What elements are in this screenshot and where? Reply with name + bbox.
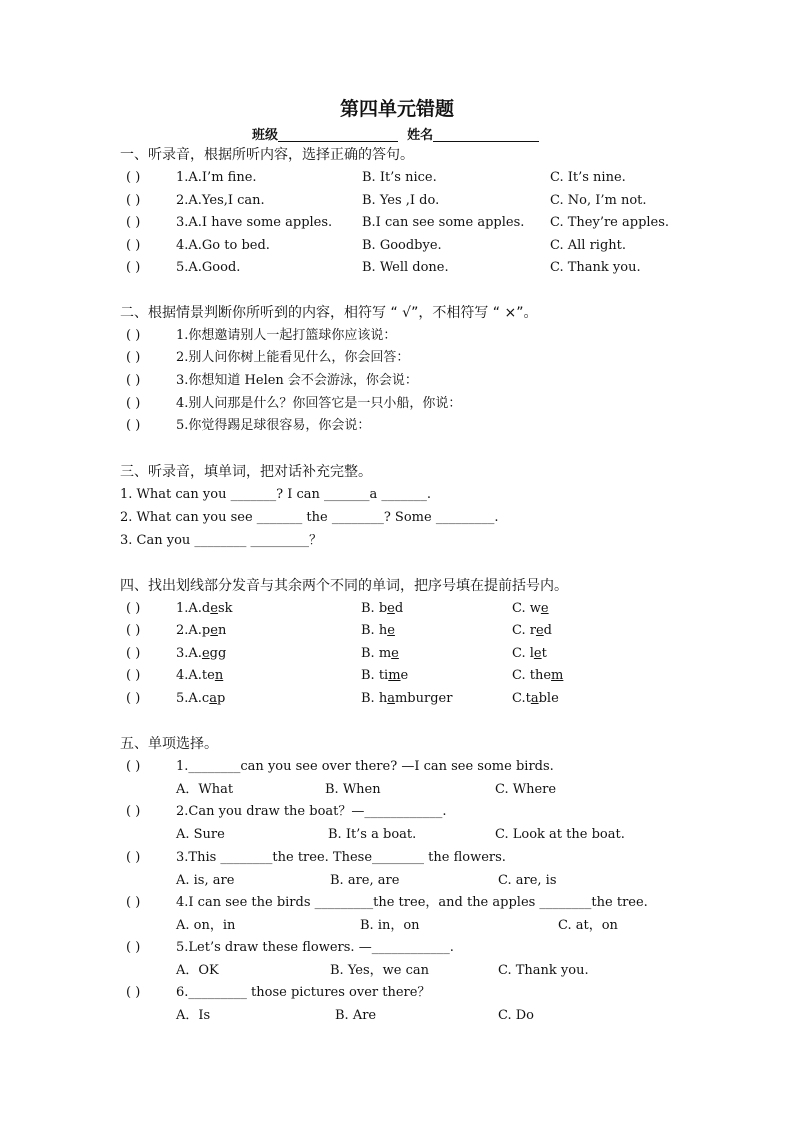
name-blank[interactable]	[433, 127, 539, 142]
option-c: C. Thank you.	[498, 963, 589, 978]
option-c	[512, 689, 559, 709]
option-b	[361, 621, 395, 641]
option-c: C. Thank you.	[550, 260, 641, 275]
underlined-letter: m	[388, 668, 401, 683]
word-part: 3.A.	[176, 646, 202, 661]
name-bar	[252, 124, 539, 143]
underlined-letter: e	[540, 601, 549, 616]
word-part: 4.A.te	[176, 668, 215, 683]
answer-bracket[interactable]: ( )	[126, 691, 141, 706]
question-text: 2.别人问你树上能看见什么，你会回答：	[176, 350, 410, 365]
option-c: C. It’s nine.	[550, 170, 626, 185]
question-text: 3.你想知道 Helen 会不会游泳，你会说：	[176, 373, 418, 388]
question-text: 2. What can you see _______ the ________? Some _________.	[120, 510, 499, 525]
word-part: sk	[217, 601, 233, 616]
option-c: C. They’re apples.	[550, 215, 670, 230]
answer-bracket[interactable]: ( )	[126, 623, 141, 638]
word-part: ble	[538, 691, 559, 706]
option-c	[512, 599, 549, 619]
answer-bracket[interactable]: ( )	[126, 193, 141, 208]
word-part: C.t	[512, 691, 531, 706]
answer-bracket[interactable]: ( )	[126, 215, 141, 230]
option-b	[361, 689, 452, 709]
section-heading: 一、听录音，根据所听内容，选择正确的答句。	[120, 147, 414, 163]
question-text: 6._________ those pictures over there？	[176, 985, 431, 1000]
answer-bracket[interactable]: ( )	[126, 418, 141, 433]
option-c	[512, 621, 552, 641]
option-c: C. at，on	[558, 918, 618, 933]
question-text: 1. What can you _______? I can _______a _______.	[120, 487, 432, 502]
section-heading: 四、找出划线部分发音与其余两个不同的单词，把序号填在提前括号内。	[120, 578, 568, 594]
option-c: C. Look at the boat.	[495, 827, 625, 842]
word-part: p	[216, 691, 226, 706]
option-b: B. When	[325, 782, 381, 797]
option-a	[176, 599, 233, 619]
underlined-letter: e	[210, 623, 218, 638]
word-part: t	[541, 646, 547, 661]
option-b: B. are, are	[330, 873, 400, 888]
class-blank[interactable]	[278, 127, 398, 142]
word-part: 2.A.p	[176, 623, 211, 638]
underlined-letter: e	[387, 623, 395, 638]
question-text: 5.Let’s draw these flowers. —____________.	[176, 940, 454, 955]
answer-bracket[interactable]: ( )	[126, 260, 141, 275]
word-part: B. ti	[361, 668, 389, 683]
answer-bracket[interactable]: ( )	[126, 350, 141, 365]
option-a: A. on，in	[176, 918, 236, 933]
option-c: C. Where	[495, 782, 557, 797]
underlined-letter: e	[533, 646, 542, 661]
question-text: 1.你想邀请别人一起打篮球你应该说：	[176, 328, 397, 343]
option-b	[361, 666, 408, 686]
option-b: B. It’s a boat.	[328, 827, 417, 842]
answer-bracket[interactable]: ( )	[126, 328, 141, 343]
option-c	[512, 644, 547, 664]
option-a: A．Is	[176, 1008, 211, 1023]
option-a: 1.A.I’m fine.	[176, 170, 257, 185]
option-c: C. No, I’m not.	[550, 193, 647, 208]
underlined-letter: e	[391, 646, 399, 661]
question-text: 4.别人问那是什么？你回答它是一只小船，你说：	[176, 396, 462, 411]
underlined-letter: e	[387, 601, 395, 616]
option-b: B. Yes ,I do.	[362, 193, 440, 208]
word-part: 5.A.c	[176, 691, 210, 706]
option-b: B. Well done.	[362, 260, 449, 275]
option-a	[176, 666, 223, 686]
question-text: 3.This ________the tree. These________ the flowers.	[176, 850, 506, 865]
answer-bracket[interactable]: ( )	[126, 238, 141, 253]
option-b: B. Yes，we can	[330, 963, 429, 978]
option-b: B. in，on	[360, 918, 420, 933]
underlined-letter: a	[209, 691, 217, 706]
option-a	[176, 644, 226, 664]
word-part: d	[543, 623, 552, 638]
question-text: 3. Can you ________ _________？	[120, 533, 323, 548]
option-a: 5.A.Good.	[176, 260, 241, 275]
option-a	[176, 689, 225, 709]
underlined-letter: a	[530, 691, 539, 706]
option-a	[176, 621, 226, 641]
question-text: 5.你觉得踢足球很容易，你会说：	[176, 418, 371, 433]
option-b: B. Are	[335, 1008, 377, 1023]
answer-bracket[interactable]: ( )	[126, 601, 141, 616]
underlined-letter: e	[201, 646, 210, 661]
option-c: C. Do	[498, 1008, 534, 1023]
option-a: A．What	[176, 782, 234, 797]
answer-bracket[interactable]: ( )	[126, 940, 141, 955]
word-part: B. b	[361, 601, 388, 616]
option-b: B. Goodbye.	[362, 238, 442, 253]
section-heading: 五、单项选择。	[120, 736, 218, 752]
underlined-letter: a	[387, 691, 395, 706]
answer-bracket[interactable]: ( )	[126, 373, 141, 388]
option-b: B.I can see some apples.	[362, 215, 525, 230]
word-part: B. h	[361, 623, 388, 638]
word-part: C. the	[512, 668, 552, 683]
word-part: C. r	[512, 623, 536, 638]
answer-bracket[interactable]: ( )	[126, 396, 141, 411]
section-heading: 二、根据情景判断你所听到的内容，相符写 “ √”，不相符写 “ ×”。	[120, 305, 538, 321]
question-text: 2.Can you draw the boat？—____________.	[176, 804, 447, 819]
question-text: 4.I can see the birds _________the tree，and the apples ________the tree.	[176, 895, 648, 910]
underlined-letter: e	[210, 601, 218, 616]
word-part: B. h	[361, 691, 388, 706]
word-part: e	[400, 668, 409, 683]
underlined-letter: m	[551, 668, 564, 683]
answer-bracket[interactable]: ( )	[126, 170, 141, 185]
word-part: d	[394, 601, 404, 616]
option-a: 3.A.I have some apples.	[176, 215, 333, 230]
option-c	[512, 666, 563, 686]
answer-bracket[interactable]: ( )	[126, 668, 141, 683]
option-c: C. are, is	[498, 873, 557, 888]
name-label: 姓名	[407, 128, 434, 143]
option-c: C. All right.	[550, 238, 627, 253]
option-a: 2.A.Yes,I can.	[176, 193, 265, 208]
word-part: B. m	[361, 646, 392, 661]
answer-bracket[interactable]: ( )	[126, 895, 141, 910]
option-b	[361, 599, 403, 619]
word-part: n	[217, 623, 227, 638]
option-b: B. It’s nice.	[362, 170, 437, 185]
answer-bracket[interactable]: ( )	[126, 985, 141, 1000]
page-title: 第四单元错题	[339, 98, 454, 120]
word-part: C. l	[512, 646, 534, 661]
word-part: mburger	[394, 691, 453, 706]
option-a: A. Sure	[176, 827, 225, 842]
word-part: gg	[209, 646, 227, 661]
option-a: A．OK	[176, 963, 219, 978]
underlined-letter: e	[535, 623, 544, 638]
class-label: 班级	[252, 128, 279, 143]
answer-bracket[interactable]: ( )	[126, 804, 141, 819]
word-part: 1.A.d	[176, 601, 211, 616]
option-a: 4.A.Go to bed.	[176, 238, 270, 253]
word-part: C. w	[512, 601, 541, 616]
option-b	[361, 644, 399, 664]
option-a: A. is, are	[176, 873, 235, 888]
answer-bracket[interactable]: ( )	[126, 759, 141, 774]
question-text: 1.________can you see over there? —I can see some birds.	[176, 759, 554, 774]
answer-bracket[interactable]: ( )	[126, 646, 141, 661]
answer-bracket[interactable]: ( )	[126, 850, 141, 865]
underlined-letter: n	[214, 668, 224, 683]
section-heading: 三、听录音，填单词，把对话补充完整。	[120, 464, 372, 480]
